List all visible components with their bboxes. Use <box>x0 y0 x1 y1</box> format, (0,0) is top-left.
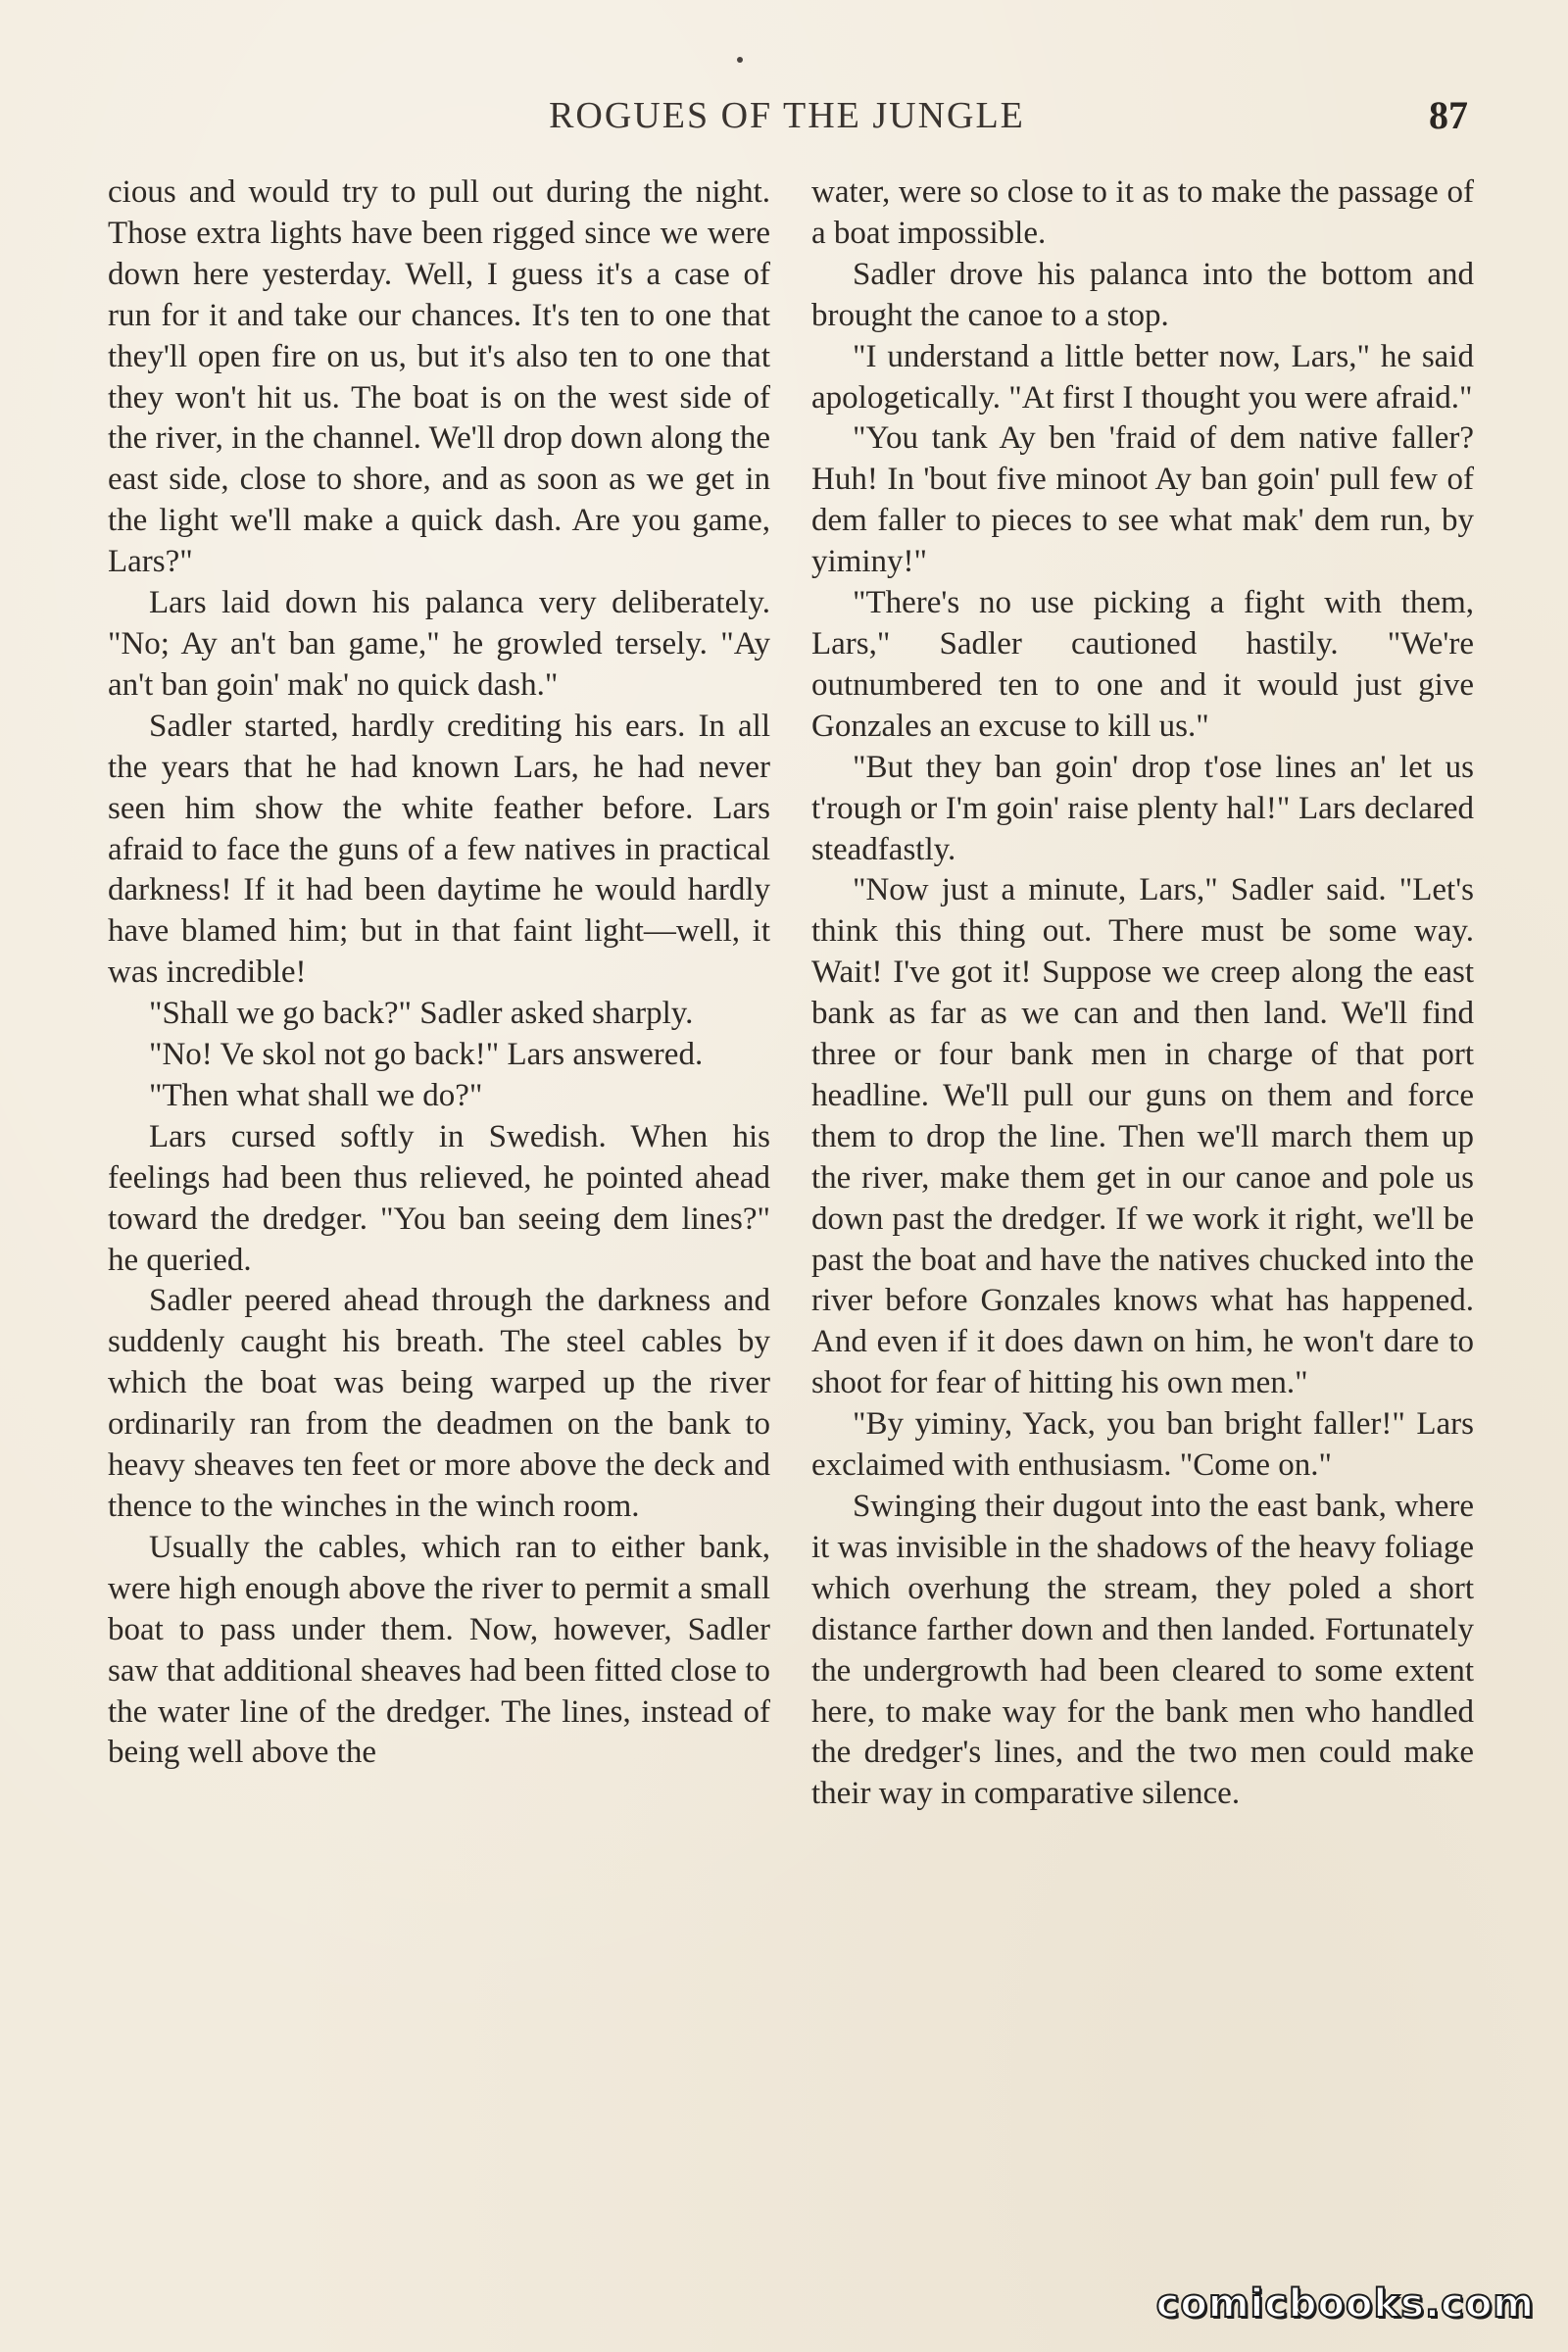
page-number: 87 <box>1429 93 1468 137</box>
paragraph: "Then what shall we do?" <box>149 1077 483 1113</box>
paragraph: "Now just a minute, Lars," Sadler said. "Let's think this thing out. There must be some way. Wait! I've got it! Suppose we creep along the east bank as far as we can and then land. We'll find three or four bank men in charge of that port headline. We'll pull our guns on them and force them to drop the line. Then we'll march them up the river, make them get in our canoe and pole us down past the dredger. If we work it right, we'll be past the boat and have the natives chucked into the river before Gonzales knows what has happened. And even if it does dawn on him, he won't dare to shoot for fear of hitting his own men." <box>811 872 1474 1401</box>
paragraph: Lars cursed softly in Swedish. When his feelings had been thus relieved, he pointed ahead toward the dredger. "You ban seeing dem lines?" he queried. <box>108 1118 770 1278</box>
paragraph: Sadler started, hardly crediting his ears. In all the years that he had known Lars, he had never seen him show the white feather before. Lars afraid to face the guns of a few natives in practical darkness! If it had been daytime he would hardly have blamed him; but in that faint light—well, it was incredible! <box>108 708 770 991</box>
ink-speck <box>737 57 743 63</box>
paragraph: "You tank Ay ben 'fraid of dem native faller? Huh! In 'bout five minoot Ay ban goin' pull few of dem faller to pieces to see what mak' dem run, by yiminy!" <box>811 420 1474 580</box>
right-column <box>811 172 1474 1815</box>
paragraph: "No! Ve skol not go back!" Lars answered. <box>149 1037 704 1073</box>
paragraph: "But they ban goin' drop t'ose lines an' let us t'rough or I'm goin' raise plenty hal!" Lars declared steadfastly. <box>811 749 1474 867</box>
paragraph: "Shall we go back?" Sadler asked sharply. <box>149 996 694 1032</box>
paragraph: Swinging their dugout into the east bank, where it was invisible in the shadows of the heavy foliage which overhung the stream, they poled a short distance farther down and then landed. Fortunately the undergrowth had been cleared to some extent here, to make way for the bank men who handled the dredger's lines, and the two men could make their way in comparative silence. <box>811 1489 1474 1812</box>
paragraph: Lars laid down his palanca very deliberately. "No; Ay an't ban game," he growled tersely. "Ay an't ban goin' mak' no quick dash." <box>108 585 770 703</box>
paragraph: "There's no use picking a fight with them, Lars," Sadler cautioned hastily. "We're outnumbered ten to one and it would just give Gonzales an excuse to kill us." <box>811 585 1474 744</box>
paragraph: "I understand a little better now, Lars," he said apologetically. "At first I thought you were afraid." <box>811 338 1474 416</box>
left-column <box>108 172 770 1774</box>
page-header <box>106 94 1468 143</box>
paragraph: "By yiminy, Yack, you ban bright faller!" Lars exclaimed with enthusiasm. "Come on." <box>811 1406 1474 1484</box>
site-watermark: comicbooks.com <box>1155 2281 1535 2327</box>
running-title: ROGUES OF THE JUNGLE <box>549 95 1025 136</box>
paragraph: water, were so close to it as to make the passage of a boat impossible. <box>811 174 1474 251</box>
paragraph: Sadler peered ahead through the darkness and suddenly caught his breath. The steel cables by which the boat was being warped up the river ordinarily ran from the deadmen on the bank to heavy sheaves ten feet or more above the deck and thence to the winches in the winch room. <box>108 1283 770 1524</box>
paragraph: cious and would try to pull out during the night. Those extra lights have been rigged since we were down here yesterday. Well, I guess it's a case of run for it and take our chances. It's ten to one that they'll open fire on us, but it's also ten to one that they won't hit us. The boat is on the west side of the river, in the channel. We'll drop down along the east side, close to shore, and as soon as we get in the light we'll make a quick dash. Are you game, Lars?" <box>108 174 770 580</box>
paragraph: Sadler drove his palanca into the bottom and brought the canoe to a stop. <box>811 256 1474 333</box>
paragraph: Usually the cables, which ran to either bank, were high enough above the river to permit a small boat to pass under them. Now, however, Sadler saw that additional sheaves had been fitted close to the water line of the dredger. The lines, instead of being well above the <box>108 1529 770 1771</box>
